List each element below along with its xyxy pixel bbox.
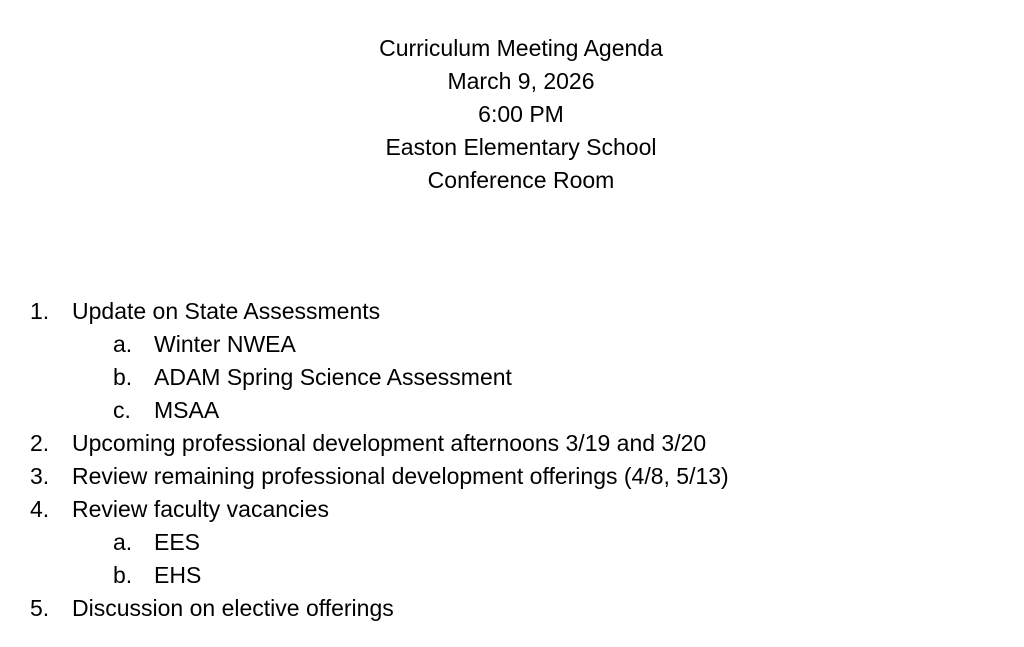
agenda-item [0, 427, 1024, 460]
subitem-letter: c. [113, 397, 131, 423]
agenda-header [0, 32, 1024, 197]
item-text: Upcoming professional development afternoons 3/19 and 3/20 [72, 430, 707, 456]
subitem-text: MSAA [154, 397, 220, 423]
agenda-item [0, 592, 1024, 625]
subitem-text: ADAM Spring Science Assessment [154, 364, 512, 390]
subitem-letter: a. [113, 529, 133, 555]
agenda-list [0, 295, 1024, 625]
item-number: 1. [30, 298, 50, 324]
subitem-text: EHS [154, 562, 202, 588]
item-number: 2. [30, 430, 50, 456]
agenda-subitem [0, 361, 1024, 394]
meeting-date: March 9, 2026 [447, 68, 595, 94]
meeting-room: Conference Room [427, 167, 615, 193]
item-text: Review faculty vacancies [72, 496, 329, 522]
document-title: Curriculum Meeting Agenda [379, 35, 663, 61]
subitem-letter: a. [113, 331, 133, 357]
subitem-letter: b. [113, 364, 133, 390]
item-number: 4. [30, 496, 50, 522]
item-text: Review remaining professional development offerings (4/8, 5/13) [72, 463, 729, 489]
subitem-text: Winter NWEA [154, 331, 296, 357]
agenda-subitem [0, 526, 1024, 559]
item-number: 5. [30, 595, 50, 621]
item-text: Update on State Assessments [72, 298, 381, 324]
item-text: Discussion on elective offerings [72, 595, 394, 621]
meeting-location: Easton Elementary School [385, 134, 657, 160]
subitem-text: EES [154, 529, 201, 555]
item-number: 3. [30, 463, 50, 489]
subitem-letter: b. [113, 562, 133, 588]
agenda-subitem [0, 394, 1024, 427]
agenda-item [0, 295, 1024, 328]
agenda-item [0, 493, 1024, 526]
meeting-time: 6:00 PM [478, 101, 564, 127]
agenda-subitem [0, 328, 1024, 361]
agenda-subitem [0, 559, 1024, 592]
agenda-item [0, 460, 1024, 493]
